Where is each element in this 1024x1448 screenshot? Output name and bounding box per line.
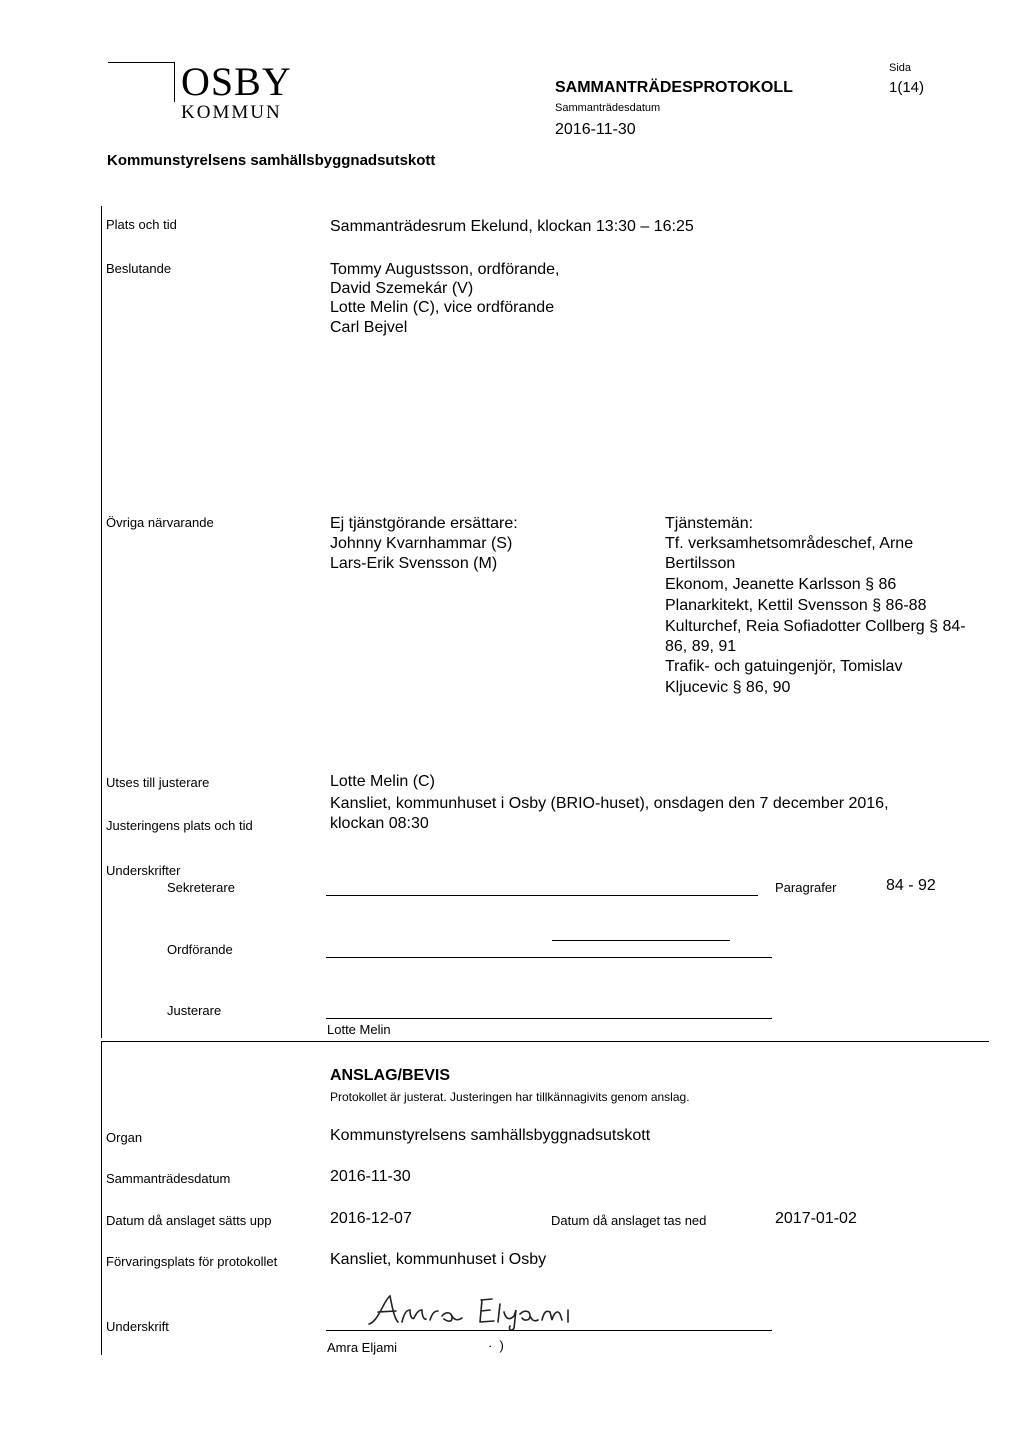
- committee-title: Kommunstyrelsens samhällsbyggnadsutskott: [107, 152, 436, 169]
- notice-heading: ANSLAG/BEVIS: [330, 1067, 451, 1084]
- paragraphs-value: 84 - 92: [886, 877, 936, 894]
- posted-label: Datum då anslaget sätts upp: [106, 1213, 272, 1228]
- logo-sub: KOMMUN: [181, 102, 282, 123]
- deciding-member: David Szemekár (V): [330, 280, 474, 297]
- page-number: 1(14): [889, 79, 925, 96]
- frame-left-upper: [101, 206, 102, 1038]
- notice-date-label: Sammanträdesdatum: [106, 1171, 231, 1186]
- adjust-place-line2: klockan 08:30: [330, 815, 429, 832]
- notice-date-value: 2016-11-30: [330, 1168, 411, 1185]
- removed-value: 2017-01-02: [775, 1210, 857, 1227]
- adjust-place-line1: Kansliet, kommunhuset i Osby (BRIO-huset), onsdagen den 7 december 2016,: [330, 795, 889, 812]
- section-divider: [101, 1041, 989, 1042]
- officials-heading: Tjänstemän:: [665, 515, 754, 532]
- storage-label: Förvaringsplats för protokollet: [106, 1254, 278, 1269]
- organ-value: Kommunstyrelsens samhällsbyggnadsutskott: [330, 1127, 651, 1144]
- official-line: 86, 89, 91: [665, 638, 737, 655]
- deciding-member: Carl Bejvel: [330, 319, 408, 336]
- notice-text: Protokollet är justerat. Justeringen har tillkännagivits genom anslag.: [330, 1090, 690, 1104]
- official-line: Tf. verksamhetsområdeschef, Arne: [665, 535, 914, 552]
- adjust-place-label: Justeringens plats och tid: [106, 818, 253, 833]
- chair-signature-line[interactable]: [326, 957, 772, 958]
- secretary-signature-line[interactable]: [326, 895, 758, 896]
- official-line: Kljucevic § 86, 90: [665, 679, 791, 696]
- signer-name: Amra Eljami: [327, 1340, 398, 1355]
- doc-type: SAMMANTRÄDESPROTOKOLL: [555, 79, 793, 96]
- substitutes-heading: Ej tjänstgörande ersättare:: [330, 515, 518, 532]
- date-label: Sammanträdesdatum: [555, 102, 661, 114]
- adjuster-name: Lotte Melin: [327, 1022, 391, 1037]
- official-line: Kulturchef, Reia Sofiadotter Collberg § 84-: [665, 618, 966, 635]
- signatures-label: Underskrifter: [106, 863, 181, 878]
- place-value: Sammanträdesrum Ekelund, klockan 13:30 – 16:25: [330, 218, 694, 235]
- deciding-label: Beslutande: [106, 261, 172, 276]
- appointed-label: Utses till justerare: [106, 775, 210, 790]
- signature-label: Underskrift: [106, 1319, 169, 1334]
- signature-mark: · ): [488, 1338, 504, 1353]
- official-line: Ekonom, Jeanette Karlsson § 86: [665, 576, 897, 593]
- logo-side-rule: [174, 62, 175, 102]
- handwritten-signature: [364, 1292, 604, 1332]
- substitute: Lars-Erik Svensson (M): [330, 555, 498, 572]
- chair-signature-stroke: [552, 940, 730, 941]
- frame-left-lower: [101, 1041, 102, 1355]
- storage-value: Kansliet, kommunhuset i Osby: [330, 1251, 547, 1268]
- removed-label: Datum då anslaget tas ned: [551, 1213, 707, 1228]
- place-label: Plats och tid: [106, 217, 177, 232]
- deciding-member: Lotte Melin (C), vice ordförande: [330, 299, 555, 316]
- official-line: Planarkitekt, Kettil Svensson § 86-88: [665, 597, 927, 614]
- others-label: Övriga närvarande: [106, 515, 214, 530]
- official-line: Bertilsson: [665, 555, 736, 572]
- deciding-member: Tommy Augustsson, ordförande,: [330, 261, 560, 278]
- logo-top-rule: [108, 62, 174, 63]
- page-label: Sida: [889, 62, 912, 74]
- posted-value: 2016-12-07: [330, 1210, 412, 1227]
- logo-name: OSBY: [181, 59, 292, 104]
- paragraphs-label: Paragrafer: [775, 880, 837, 895]
- organ-label: Organ: [106, 1130, 143, 1145]
- header-date: 2016-11-30: [555, 121, 636, 138]
- official-line: Trafik- och gatuingenjör, Tomislav: [665, 658, 903, 675]
- substitute: Johnny Kvarnhammar (S): [330, 535, 513, 552]
- adjuster-label: Justerare: [167, 1003, 222, 1018]
- appointed-value: Lotte Melin (C): [330, 773, 435, 790]
- notice-signature-line[interactable]: [326, 1330, 772, 1331]
- adjuster-signature-line[interactable]: [326, 1018, 772, 1019]
- chair-label: Ordförande: [167, 942, 233, 957]
- secretary-label: Sekreterare: [167, 880, 235, 895]
